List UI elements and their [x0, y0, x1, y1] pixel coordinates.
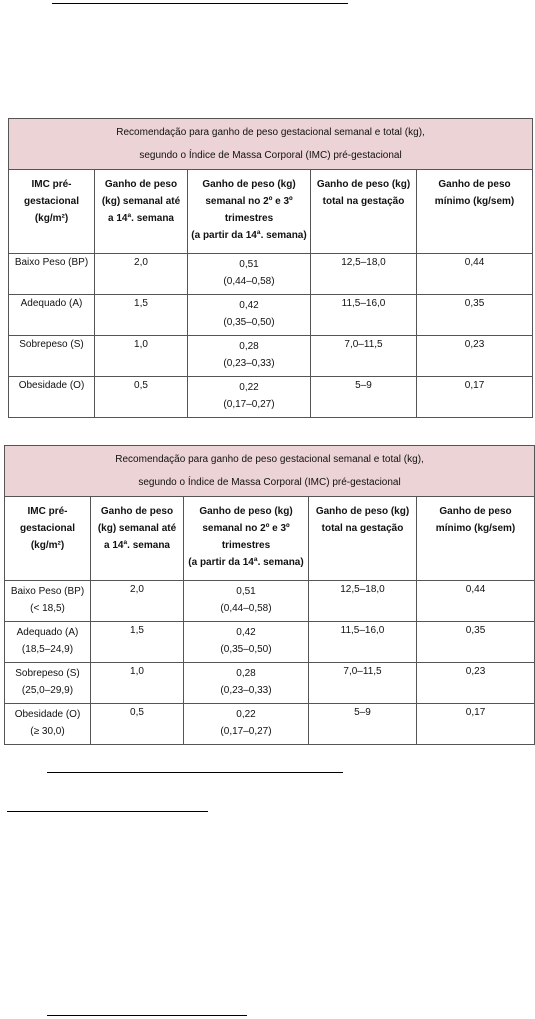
- category-cell: Adequado (A): [9, 295, 95, 336]
- underline-rule: [47, 1015, 247, 1016]
- header-line: semanal no 2º e 3º: [205, 196, 293, 207]
- total-cell: 12,5–18,0: [311, 254, 417, 295]
- weekly-range: (0,17–0,27): [220, 726, 272, 737]
- header-line: trimestres: [224, 213, 274, 224]
- minimum-cell: 0,35: [417, 295, 533, 336]
- weekly-range: (0,23–0,33): [223, 358, 275, 369]
- category-cell: [5, 663, 91, 704]
- weekly-2nd-3rd-cell: [188, 377, 311, 418]
- header-line: mínimo (kg/sem): [434, 196, 515, 207]
- category-cell: [5, 704, 91, 745]
- total-cell: 12,5–18,0: [309, 581, 417, 622]
- weekly-2nd-3rd-cell: [184, 663, 309, 704]
- weekly-value: 0,42: [236, 627, 256, 638]
- category-label: Adequado (A): [16, 627, 79, 638]
- column-header-weekly-until-14: [95, 170, 188, 254]
- table-title-line: Recomendação para ganho de peso gestacional semanal e total (kg),: [116, 127, 425, 138]
- minimum-cell: 0,23: [417, 663, 535, 704]
- category-range: (18,5–24,9): [21, 644, 74, 655]
- weekly-range: (0,17–0,27): [223, 399, 275, 410]
- minimum-cell: 0,17: [417, 377, 533, 418]
- column-header-minimum: [417, 497, 535, 581]
- category-range: (25,0–29,9): [21, 685, 74, 696]
- total-cell: 11,5–16,0: [311, 295, 417, 336]
- underline-rule: [47, 772, 343, 773]
- header-line: total na gestação: [321, 523, 404, 534]
- column-header-minimum: [417, 170, 533, 254]
- category-cell: [5, 622, 91, 663]
- header-line: Ganho de peso (kg): [315, 506, 410, 517]
- column-header-weekly-until-14: [91, 497, 184, 581]
- weekly-until-14-cell: 1,5: [91, 622, 184, 663]
- header-line: Ganho de peso: [104, 179, 178, 190]
- weekly-until-14-cell: 0,5: [91, 704, 184, 745]
- minimum-cell: 0,44: [417, 581, 535, 622]
- weekly-2nd-3rd-cell: [184, 622, 309, 663]
- header-line: Ganho de peso: [438, 179, 511, 190]
- table-row: [5, 663, 535, 704]
- table-row: [9, 336, 533, 377]
- weekly-range: (0,35–0,50): [220, 644, 272, 655]
- weekly-2nd-3rd-cell: [188, 295, 311, 336]
- header-line: IMC pré-: [27, 506, 68, 517]
- underline-rule: [7, 811, 208, 812]
- column-header-total: [309, 497, 417, 581]
- category-cell: [5, 581, 91, 622]
- table-row: [9, 254, 533, 295]
- table-row: [9, 295, 533, 336]
- table-title-line: segundo o Índice de Massa Corporal (IMC) pré-gestacional: [139, 150, 402, 161]
- header-line: total na gestação: [322, 196, 405, 207]
- header-line: (kg/m²): [34, 213, 69, 224]
- header-line: gestacional: [23, 196, 80, 207]
- category-cell: Obesidade (O): [9, 377, 95, 418]
- weekly-until-14-cell: 1,5: [95, 295, 188, 336]
- minimum-cell: 0,17: [417, 704, 535, 745]
- column-header-weekly-2nd-3rd: [184, 497, 309, 581]
- header-line: Ganho de peso (kg): [202, 179, 296, 190]
- table-title-line: Recomendação para ganho de peso gestacional semanal e total (kg),: [115, 454, 424, 465]
- total-cell: 11,5–16,0: [309, 622, 417, 663]
- minimum-cell: 0,35: [417, 622, 535, 663]
- table-title-line: segundo o Índice de Massa Corporal (IMC) pré-gestacional: [138, 477, 401, 488]
- header-line: IMC pré-: [31, 179, 72, 190]
- header-line: Ganho de peso (kg): [199, 506, 293, 517]
- category-range: (< 18,5): [30, 603, 65, 614]
- weekly-until-14-cell: 2,0: [95, 254, 188, 295]
- weight-gain-table-with-ranges: [4, 445, 535, 745]
- weekly-range: (0,23–0,33): [220, 685, 272, 696]
- weekly-2nd-3rd-cell: [184, 581, 309, 622]
- header-line: semanal no 2º e 3º: [202, 523, 290, 534]
- header-line: (kg) semanal até: [101, 196, 181, 207]
- total-cell: 5–9: [311, 377, 417, 418]
- header-line: gestacional: [19, 523, 76, 534]
- table-title: [5, 446, 535, 497]
- weekly-value: 0,51: [239, 259, 259, 270]
- header-line: Ganho de peso: [100, 506, 174, 517]
- category-label: Baixo Peso (BP): [10, 586, 85, 597]
- category-range: (≥ 30,0): [30, 726, 65, 737]
- weekly-until-14-cell: 2,0: [91, 581, 184, 622]
- weekly-range: (0,44–0,58): [223, 276, 275, 287]
- weekly-2nd-3rd-cell: [188, 336, 311, 377]
- column-header-total: [311, 170, 417, 254]
- header-line: (kg/m²): [30, 540, 65, 551]
- table-row: [5, 622, 535, 663]
- weekly-value: 0,51: [236, 586, 256, 597]
- weight-gain-table: [8, 118, 533, 418]
- minimum-cell: 0,44: [417, 254, 533, 295]
- weekly-value: 0,28: [236, 668, 256, 679]
- weekly-2nd-3rd-cell: [188, 254, 311, 295]
- header-line: mínimo (kg/sem): [435, 523, 516, 534]
- category-cell: Baixo Peso (BP): [9, 254, 95, 295]
- weekly-value: 0,22: [239, 382, 259, 393]
- total-cell: 7,0–11,5: [311, 336, 417, 377]
- weekly-range: (0,44–0,58): [220, 603, 272, 614]
- column-header-imc: [9, 170, 95, 254]
- column-header-imc: [5, 497, 91, 581]
- table-title: [9, 119, 533, 170]
- weekly-range: (0,35–0,50): [223, 317, 275, 328]
- header-line: trimestres: [221, 540, 271, 551]
- total-cell: 5–9: [309, 704, 417, 745]
- header-line: Ganho de peso: [439, 506, 512, 517]
- category-cell: Sobrepeso (S): [9, 336, 95, 377]
- table-row: [9, 377, 533, 418]
- header-line: (a partir da 14ª. semana): [188, 557, 304, 568]
- header-line: (a partir da 14ª. semana): [191, 230, 307, 241]
- weekly-value: 0,42: [239, 300, 259, 311]
- header-line: a 14ª. semana: [108, 213, 174, 224]
- total-cell: 7,0–11,5: [309, 663, 417, 704]
- weekly-until-14-cell: 0,5: [95, 377, 188, 418]
- header-line: (kg) semanal até: [97, 523, 177, 534]
- weekly-until-14-cell: 1,0: [91, 663, 184, 704]
- weekly-until-14-cell: 1,0: [95, 336, 188, 377]
- underline-rule: [52, 3, 348, 4]
- weekly-value: 0,22: [236, 709, 256, 720]
- minimum-cell: 0,23: [417, 336, 533, 377]
- weekly-value: 0,28: [239, 341, 259, 352]
- weekly-2nd-3rd-cell: [184, 704, 309, 745]
- column-header-weekly-2nd-3rd: [188, 170, 311, 254]
- header-line: a 14ª. semana: [104, 540, 170, 551]
- category-label: Sobrepeso (S): [15, 668, 80, 679]
- table-row: [5, 581, 535, 622]
- header-line: Ganho de peso (kg): [316, 179, 411, 190]
- table-row: [5, 704, 535, 745]
- category-label: Obesidade (O): [14, 709, 81, 720]
